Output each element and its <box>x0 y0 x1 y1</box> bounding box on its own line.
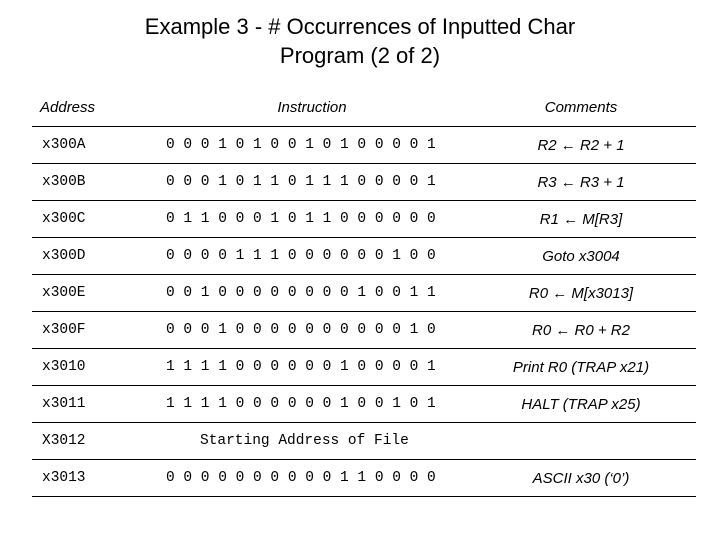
table-row <box>32 238 696 275</box>
address-cell: x300B <box>32 164 158 201</box>
instruction-cell: 1 1 1 1 0 0 0 0 0 0 1 0 0 0 0 1 <box>158 349 466 386</box>
instruction-cell: 0 0 0 0 1 1 1 0 0 0 0 0 0 1 0 0 <box>158 238 466 275</box>
instruction-header: Instruction <box>158 88 466 127</box>
comment-cell: R2 ← R2 + 1 <box>466 127 696 164</box>
title-line-1: Example 3 - # Occurrences of Inputted Char <box>144 14 576 39</box>
address-cell: x3011 <box>32 386 158 423</box>
comment-cell: R0 ← M[x3013] <box>466 275 696 312</box>
address-header: Address <box>32 88 158 127</box>
table-row <box>32 312 696 349</box>
comments-header: Comments <box>466 88 696 127</box>
comment-cell: ASCII x30 (‘0’) <box>466 460 696 497</box>
address-cell: x3010 <box>32 349 158 386</box>
table-row <box>32 349 696 386</box>
instruction-cell: 0 0 1 0 0 0 0 0 0 0 0 1 0 0 1 1 <box>158 275 466 312</box>
address-cell: x300C <box>32 201 158 238</box>
header-row <box>32 88 696 127</box>
instruction-cell: 0 0 0 1 0 1 1 0 1 1 1 0 0 0 0 1 <box>158 164 466 201</box>
comment-cell: R1 ← M[R3] <box>466 201 696 238</box>
file-start-note: Starting Address of File <box>158 423 696 460</box>
table-row <box>32 201 696 238</box>
address-cell: X3012 <box>32 423 158 460</box>
address-cell: x300D <box>32 238 158 275</box>
title-line-2: Program (2 of 2) <box>279 43 441 68</box>
table-row <box>32 164 696 201</box>
program-table <box>32 88 696 497</box>
address-cell: x300A <box>32 127 158 164</box>
address-cell: x300F <box>32 312 158 349</box>
address-cell: x300E <box>32 275 158 312</box>
table-row <box>32 127 696 164</box>
comment-cell: R3 ← R3 + 1 <box>466 164 696 201</box>
instruction-cell: 0 0 0 0 0 0 0 0 0 0 1 1 0 0 0 0 <box>158 460 466 497</box>
instruction-cell: 1 1 1 1 0 0 0 0 0 0 1 0 0 1 0 1 <box>158 386 466 423</box>
instruction-cell: 0 1 1 0 0 0 1 0 1 1 0 0 0 0 0 0 <box>158 201 466 238</box>
table-row-file-start <box>32 423 696 460</box>
address-cell: x3013 <box>32 460 158 497</box>
instruction-cell: 0 0 0 1 0 1 0 0 1 0 1 0 0 0 0 1 <box>158 127 466 164</box>
comment-cell: Goto x3004 <box>466 238 696 275</box>
table-row <box>32 460 696 497</box>
slide-title <box>0 12 720 70</box>
comment-cell: Print R0 (TRAP x21) <box>466 349 696 386</box>
table-row <box>32 386 696 423</box>
comment-cell: R0 ← R0 + R2 <box>466 312 696 349</box>
comment-cell: HALT (TRAP x25) <box>466 386 696 423</box>
instruction-cell: 0 0 0 1 0 0 0 0 0 0 0 0 0 0 1 0 <box>158 312 466 349</box>
table-row <box>32 275 696 312</box>
